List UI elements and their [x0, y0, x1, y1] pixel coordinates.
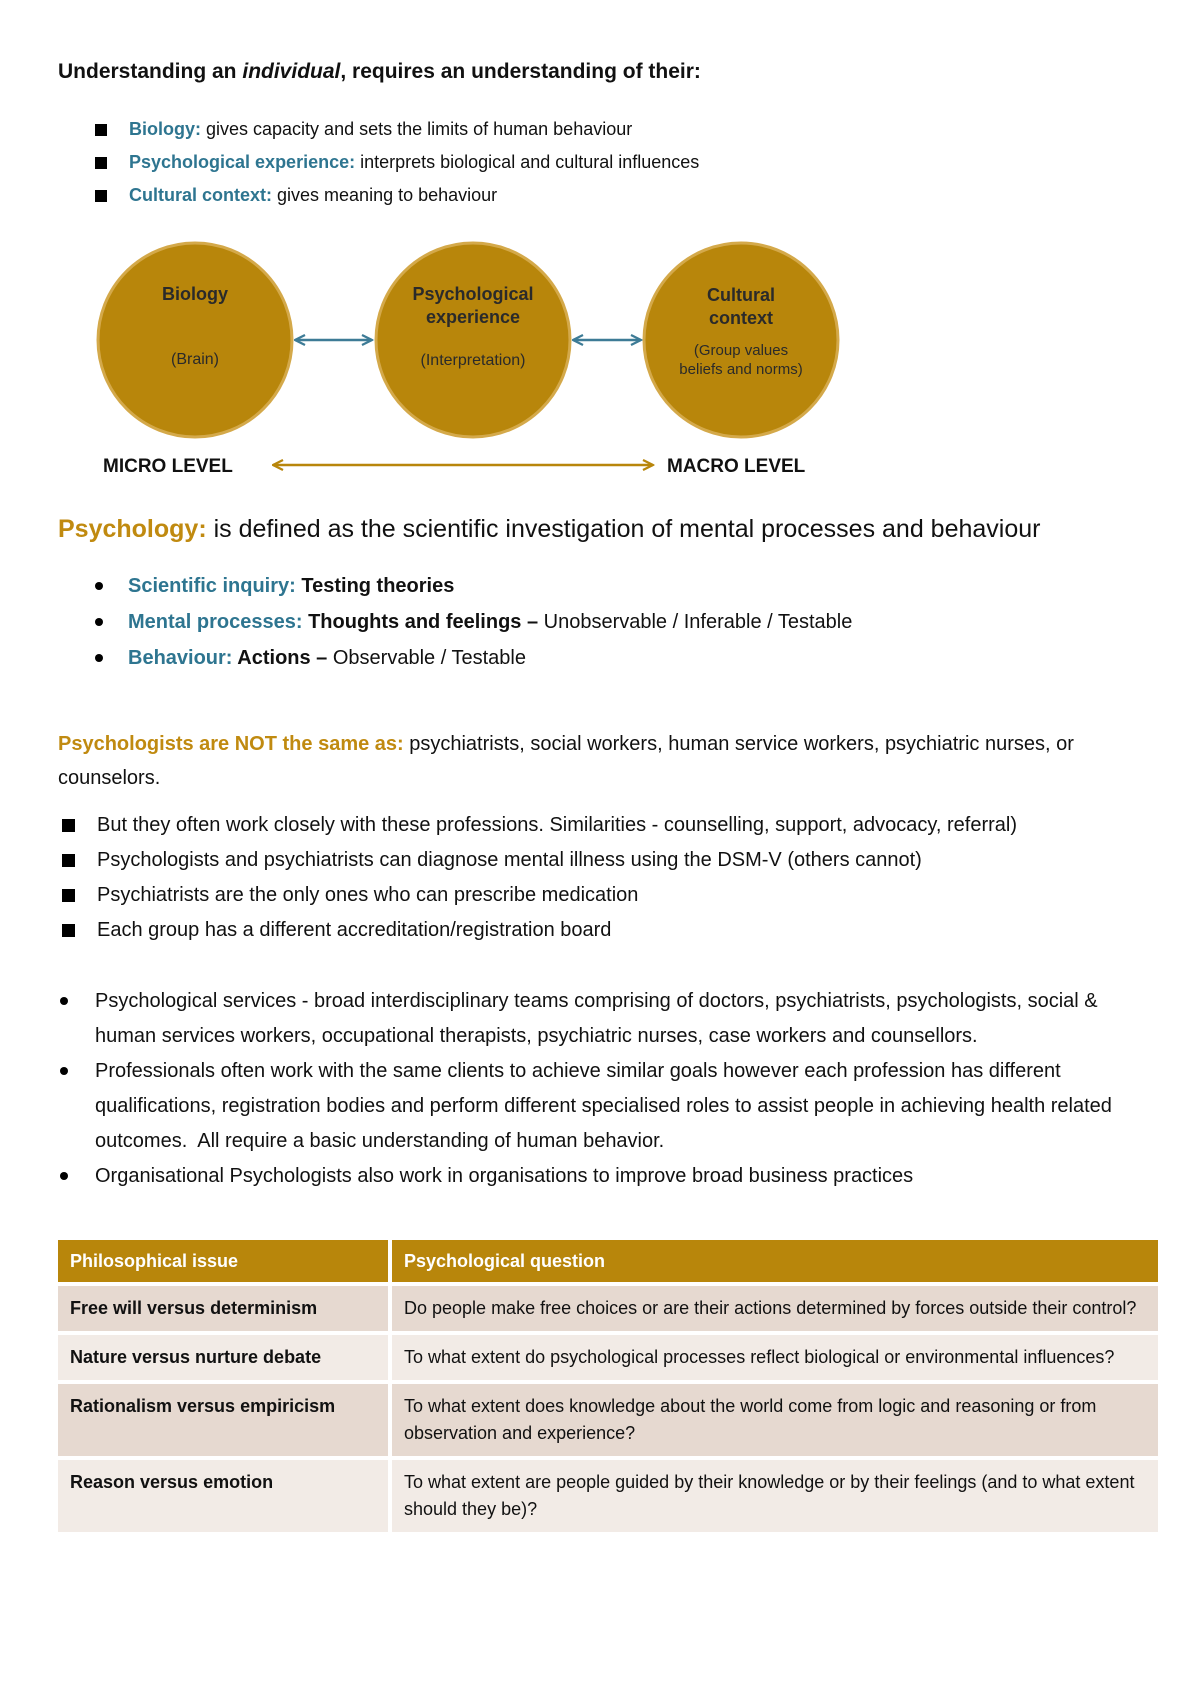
column-header: Psychological question [390, 1240, 1160, 1284]
macro-level-label: MACRO LEVEL [667, 456, 806, 477]
svg-text:Psychological: Psychological [412, 284, 534, 304]
issue-cell: Reason versus emotion [58, 1458, 390, 1532]
list-item: Psychological experience: interprets biological and cultural influences [95, 146, 699, 179]
cultural-context-circle [644, 243, 838, 437]
table-header-row [58, 1240, 1160, 1284]
square-bullet-icon [62, 854, 75, 867]
biology-circle [98, 243, 292, 437]
list-item: Cultural context: gives meaning to behaviour [95, 179, 699, 212]
bullet-icon [95, 582, 103, 590]
svg-text:(Brain): (Brain) [170, 351, 220, 368]
column-header: Philosophical issue [58, 1240, 390, 1284]
psychology-definition: Psychology: is defined as the scientific investigation of mental processes and behaviour [58, 515, 1041, 543]
list-item: Mental processes: Thoughts and feelings – Unobservable / Inferable / Testable [95, 604, 852, 640]
intro-heading: Understanding an individual, requires an understanding of their: [58, 60, 701, 83]
philosophical-issues-table [58, 1240, 1162, 1532]
issue-cell: Free will versus determinism [58, 1284, 390, 1333]
list-item: Biology: gives capacity and sets the limits of human behaviour [95, 113, 699, 146]
list-item: But they often work closely with these professions. Similarities - counselling, support, advocacy, referral) [62, 808, 1017, 843]
list-item: Each group has a different accreditation/registration board [62, 913, 1017, 948]
psychological-experience-circle [376, 243, 570, 437]
micro-level-label: MICRO LEVEL [103, 456, 233, 477]
table-row [58, 1333, 1160, 1382]
bullet-icon [95, 618, 103, 626]
svg-text:Cultural: Cultural [706, 285, 776, 305]
issue-cell: Rationalism versus empiricism [58, 1382, 390, 1458]
question-cell: To what extent do psychological processes reflect biological or environmental influences? [390, 1333, 1160, 1382]
square-bullet-icon [62, 819, 75, 832]
not-same-paragraph: Psychologists are NOT the same as: psychiatrists, social workers, human service workers, psychiatric nurses, or counselors. [58, 733, 1074, 789]
list-item: Behaviour: Actions – Observable / Testable [95, 640, 852, 676]
table-row [58, 1458, 1160, 1532]
svg-text:context: context [708, 308, 774, 328]
psychology-list [95, 568, 852, 676]
bullet-icon [60, 1172, 68, 1180]
question-cell: To what extent does knowledge about the world come from logic and reasoning or from observation and experience? [390, 1382, 1160, 1458]
services-dot-list [58, 984, 1158, 1194]
square-bullet-icon [62, 889, 75, 902]
list-item: Scientific inquiry: Testing theories [95, 568, 852, 604]
square-bullet-icon [95, 157, 107, 169]
list-item: Psychological services - broad interdisciplinary teams comprising of doctors, psychiatrists, psychologists, social & human services workers, occupational therapists, psychiatric nurses, case workers and counsellors. [58, 984, 1158, 1054]
square-bullet-icon [95, 124, 107, 136]
svg-text:beliefs and norms): beliefs and norms) [679, 361, 803, 378]
question-cell: To what extent are people guided by their knowledge or by their feelings (and to what extent should they be)? [390, 1458, 1160, 1532]
levels-diagram [85, 240, 845, 490]
svg-text:(Interpretation): (Interpretation) [420, 352, 526, 369]
bullet-icon [95, 654, 103, 662]
issue-cell: Nature versus nurture debate [58, 1333, 390, 1382]
list-item: Psychiatrists are the only ones who can prescribe medication [62, 878, 1017, 913]
list-item: Professionals often work with the same clients to achieve similar goals however each profession has different qualifications, registration bodies and perform different specialised roles to assist people in achieving health related outcomes. All require a basic understanding of human behavior. [58, 1054, 1158, 1159]
square-bullet-icon [95, 190, 107, 202]
bullet-icon [60, 1067, 68, 1075]
table-row [58, 1284, 1160, 1333]
svg-text:Biology: Biology [162, 284, 228, 304]
intro-heading-emphasis: individual [242, 60, 341, 83]
question-cell: Do people make free choices or are their actions determined by forces outside their control? [390, 1284, 1160, 1333]
professions-square-list [62, 808, 1017, 948]
square-bullet-icon [62, 924, 75, 937]
svg-text:experience: experience [425, 307, 521, 327]
bullet-icon [60, 997, 68, 1005]
table-row [58, 1382, 1160, 1458]
list-item: Psychologists and psychiatrists can diagnose mental illness using the DSM-V (others cannot) [62, 843, 1017, 878]
svg-text:(Group values: (Group values [693, 342, 789, 359]
list-item: Organisational Psychologists also work in organisations to improve broad business practices [58, 1159, 1158, 1194]
intro-list [95, 113, 699, 212]
